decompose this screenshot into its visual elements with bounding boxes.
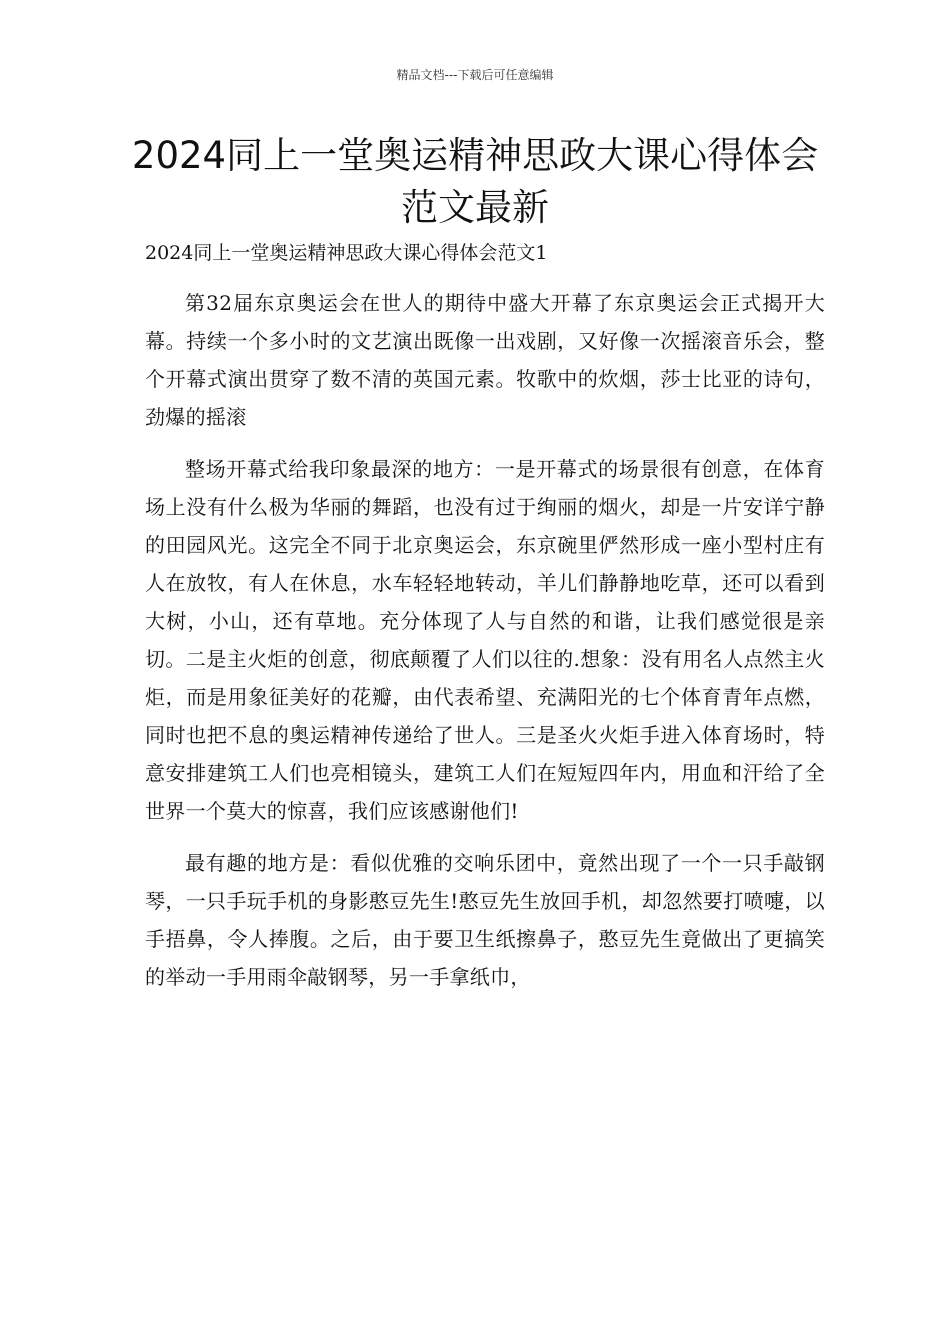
paragraph-3: 最有趣的地方是：看似优雅的交响乐团中，竟然出现了一个一只手敲钢琴，一只手玩手机的身影憨豆先生!憨豆先生放回手机，却忽然要打喷嚏，以手捂鼻，令人捧腹。之后，由于要卫生纸擦鼻子，憨豆先生竟做出了更搞笑的举动一手用雨伞敲钢琴，另一手拿纸巾， — [145, 851, 825, 989]
paragraph-1: 第32届东京奥运会在世人的期待中盛大开幕了东京奥运会正式揭开大幕。持续一个多小时的文艺演出既像一出戏剧，又好像一次摇滚音乐会，整个开幕式演出贯穿了数不清的英国元素。牧歌中的炊烟，莎士比亚的诗句，劲爆的摇滚 — [145, 291, 825, 429]
header-note: 精品文档---下载后可任意编辑 — [396, 68, 554, 82]
paragraph-2: 整场开幕式给我印象最深的地方：一是开幕式的场景很有创意，在体育场上没有什么极为华丽的舞蹈，也没有过于绚丽的烟火，却是一片安详宁静的田园风光。这完全不同于北京奥运会，东京碗里俨然形成一座小型村庄有人在放牧，有人在休息，水车轻轻地转动，羊儿们静静地吃草，还可以看到大树，小山，还有草地。充分体现了人与自然的和谐，让我们感觉很是亲切。二是主火炬的创意，彻底颠覆了人们以往的.想象：没有用名人点然主火炬，而是用象征美好的花瓣，由代表希望、充满阳光的七个体育青年点燃，同时也把不息的奥运精神传递给了世人。三是圣火火炬手进入体育场时，特意安排建筑工人们也亮相镜头，建筑工人们在短短四年内，用血和汗给了全世界一个莫大的惊喜，我们应该感谢他们! — [145, 457, 825, 823]
section-subtitle: 2024同上一堂奥运精神思政大课心得体会范文1 — [145, 242, 548, 264]
document-body — [145, 284, 825, 1010]
document-title: 2024同上一堂奥运精神思政大课心得体会范文最新 — [131, 134, 819, 229]
